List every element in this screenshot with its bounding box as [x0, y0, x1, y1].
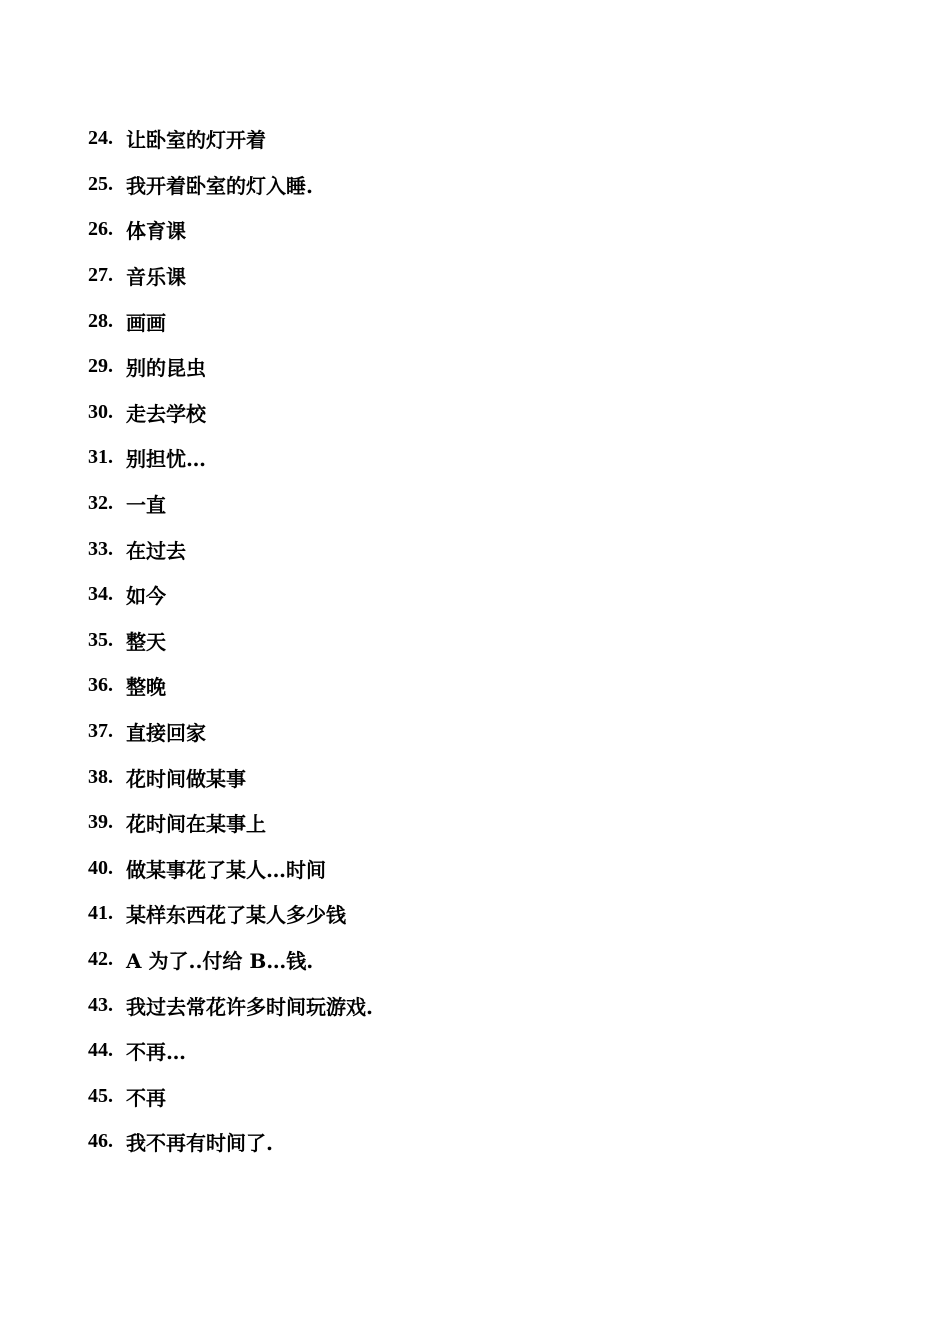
item-text: 花时间在某事上 [126, 812, 266, 837]
item-text: 我过去常花许多时间玩游戏. [126, 994, 373, 1019]
item-number: 37. [88, 720, 113, 743]
list-item [88, 709, 373, 755]
item-number: 44. [88, 1039, 113, 1062]
item-number: 26. [88, 218, 113, 241]
item-number: 24. [88, 127, 113, 150]
list-item [88, 800, 373, 846]
item-text: 画画 [126, 310, 166, 335]
list-item [88, 435, 373, 481]
item-number: 35. [88, 628, 113, 651]
item-text: A 为了..付给 B…钱. [126, 948, 314, 973]
item-number: 40. [88, 856, 113, 879]
item-text: 别的昆虫 [126, 356, 206, 381]
item-number: 25. [88, 172, 113, 195]
item-text: 花时间做某事 [126, 766, 246, 791]
item-number: 27. [88, 264, 113, 287]
item-text: 别担忧… [126, 447, 206, 472]
list-item [88, 207, 373, 253]
item-text: 做某事花了某人…时间 [126, 857, 326, 882]
list-item [88, 1073, 373, 1119]
item-number: 39. [88, 811, 113, 834]
list-item [88, 982, 373, 1028]
item-text: 整天 [126, 629, 166, 654]
list-item [88, 937, 373, 983]
item-text: 不再 [126, 1085, 166, 1110]
item-number: 32. [88, 492, 113, 515]
item-number: 36. [88, 674, 113, 697]
list-item [88, 891, 373, 937]
item-text: 音乐课 [126, 265, 186, 290]
item-text: 某样东西花了某人多少钱 [126, 903, 346, 928]
list-item [88, 481, 373, 527]
item-text: 我开着卧室的灯入睡. [126, 173, 313, 198]
list-item [88, 526, 373, 572]
item-number: 30. [88, 400, 113, 423]
item-text: 在过去 [126, 538, 186, 563]
item-number: 42. [88, 947, 113, 970]
item-number: 43. [88, 993, 113, 1016]
list-item [88, 1119, 373, 1165]
item-number: 41. [88, 902, 113, 925]
item-text: 让卧室的灯开着 [126, 128, 266, 153]
list-item [88, 253, 373, 299]
list-item [88, 846, 373, 892]
list-item [88, 298, 373, 344]
item-text: 整晚 [126, 675, 166, 700]
list-item [88, 116, 373, 162]
item-number: 38. [88, 765, 113, 788]
list-item [88, 1028, 373, 1074]
item-number: 46. [88, 1130, 113, 1153]
item-number: 28. [88, 309, 113, 332]
phrase-list [88, 116, 373, 1165]
item-text: 直接回家 [126, 721, 206, 746]
list-item [88, 162, 373, 208]
list-item [88, 344, 373, 390]
list-item [88, 572, 373, 618]
item-text: 体育课 [126, 219, 186, 244]
item-number: 34. [88, 583, 113, 606]
item-number: 33. [88, 537, 113, 560]
list-item [88, 754, 373, 800]
list-item [88, 618, 373, 664]
item-text: 一直 [126, 493, 166, 518]
item-text: 不再… [126, 1040, 186, 1065]
item-text: 我不再有时间了. [126, 1131, 273, 1156]
item-number: 29. [88, 355, 113, 378]
item-text: 如今 [126, 584, 166, 609]
item-number: 45. [88, 1084, 113, 1107]
item-number: 31. [88, 446, 113, 469]
item-text: 走去学校 [126, 401, 206, 426]
list-item [88, 663, 373, 709]
list-item [88, 390, 373, 436]
